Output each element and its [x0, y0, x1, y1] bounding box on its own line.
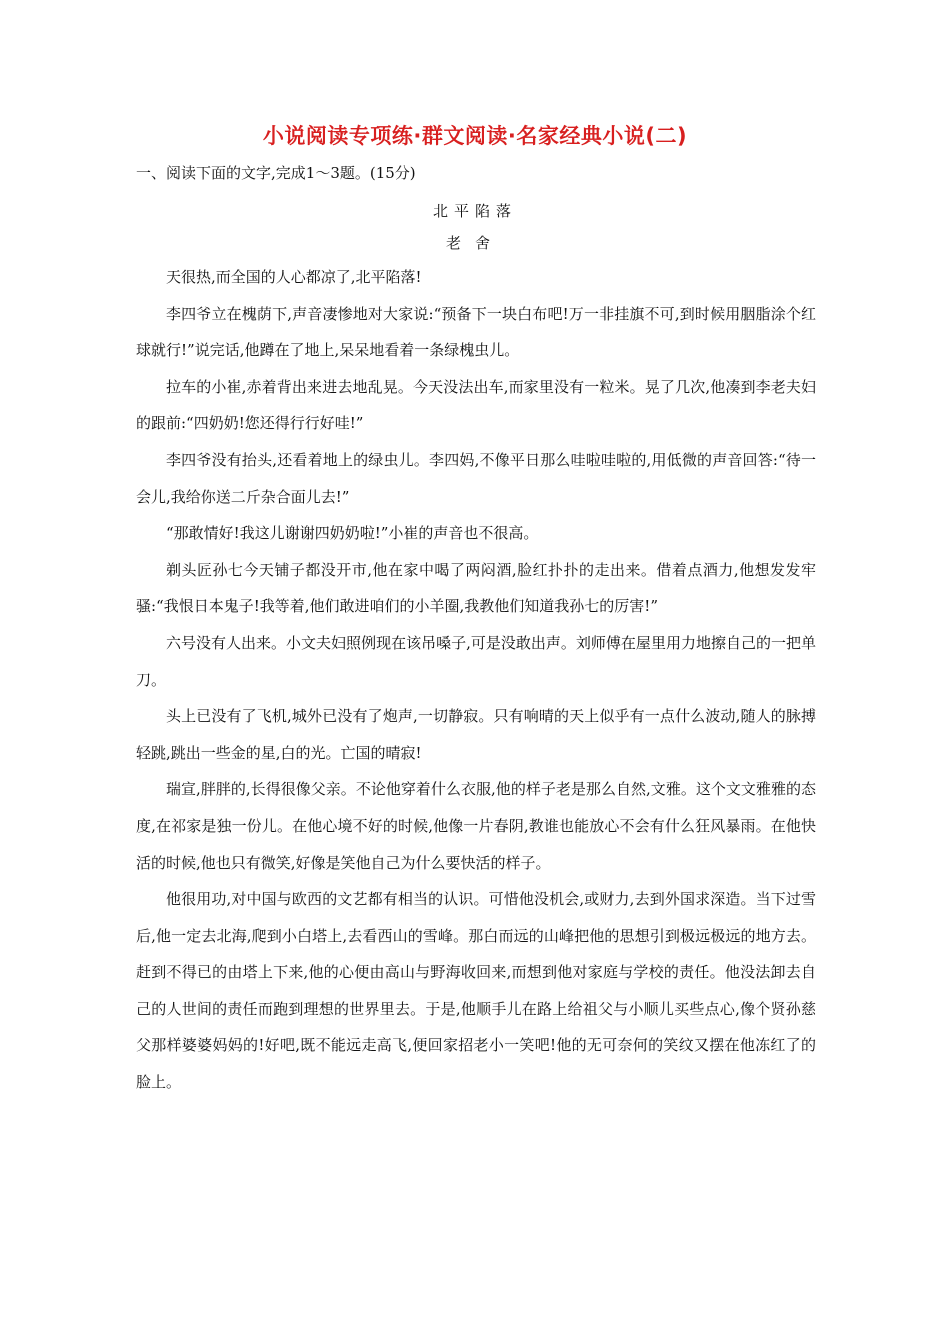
- story-title: 北平陷落: [432, 202, 517, 220]
- paragraph: 李四爷没有抬头,还看着地上的绿虫儿。李四妈,不像平日那么哇啦哇啦的,用低微的声音回答:“待一会儿,我给你送二斤杂合面儿去!”: [136, 450, 816, 506]
- paragraph: 他很用功,对中国与欧西的文艺都有相当的认识。可惜他没机会,或财力,去到外国求深造。当下过雪后,他一定去北海,爬到小白塔上,去看西山的雪峰。那白而远的山峰把他的思想引到极远极远的地方去。赶到不得已的由塔上下来,他的心便由高山与野海收回来,而想到他对家庭与学校的责任。他没法卸去自己的人世间的责任而跑到理想的世界里去。于是,他顺手儿在路上给祖父与小顺儿买些点心,像个贤孙慈父那样婆婆妈妈的!好吧,既不能远走高飞,便回家招老小一笑吧!他的无可奈何的笑纹又摆在他冻红了的脸上。: [136, 890, 816, 1092]
- story-body: [136, 259, 816, 1101]
- paragraph: 李四爷立在槐荫下,声音凄惨地对大家说:“预备下一块白布吧!万一非挂旗不可,到时候用胭脂涂个红球就行!”说完话,他蹲在了地上,呆呆地看着一条绿槐虫儿。: [136, 304, 816, 360]
- document-title: 小说阅读专项练·群文阅读·名家经典小说(二): [262, 124, 688, 148]
- paragraph: 瑞宣,胖胖的,长得很像父亲。不论他穿着什么衣服,他的样子老是那么自然,文雅。这个文文雅雅的态度,在祁家是独一份儿。在他心境不好的时候,他像一片春阴,教谁也能放心不会有什么狂风暴雨。在他快活的时候,他也只有微笑,好像是笑他自己为什么要快活的样子。: [136, 780, 816, 872]
- paragraph: 剃头匠孙七今天铺子都没开市,他在家中喝了两闷酒,脸红扑扑的走出来。借着点酒力,他想发发牢骚:“我恨日本鬼子!我等着,他们敢进咱们的小羊圈,我教他们知道我孙七的厉害!”: [136, 560, 816, 616]
- question-instruction: 一、阅读下面的文字,完成1～3题。(15分): [136, 164, 416, 182]
- paragraph: 六号没有人出来。小文夫妇照例现在该吊嗓子,可是没敢出声。刘师傅在屋里用力地擦自己的一把单刀。: [136, 633, 816, 689]
- paragraph: “那敢情好!我这儿谢谢四奶奶啦!”小崔的声音也不很高。: [166, 524, 539, 543]
- paragraph: 拉车的小崔,赤着背出来进去地乱晃。今天没法出车,而家里没有一粒米。晃了几次,他凑到李老夫妇的跟前:“四奶奶!您还得行行好哇!”: [136, 377, 816, 433]
- story-author: 老舍: [445, 234, 504, 252]
- paragraph: 天很热,而全国的人心都凉了,北平陷落!: [166, 268, 422, 286]
- paragraph: 头上已没有了飞机,城外已没有了炮声,一切静寂。只有响晴的天上似乎有一点什么波动,随人的脉搏轻跳,跳出一些金的星,白的光。亡国的晴寂!: [136, 707, 816, 762]
